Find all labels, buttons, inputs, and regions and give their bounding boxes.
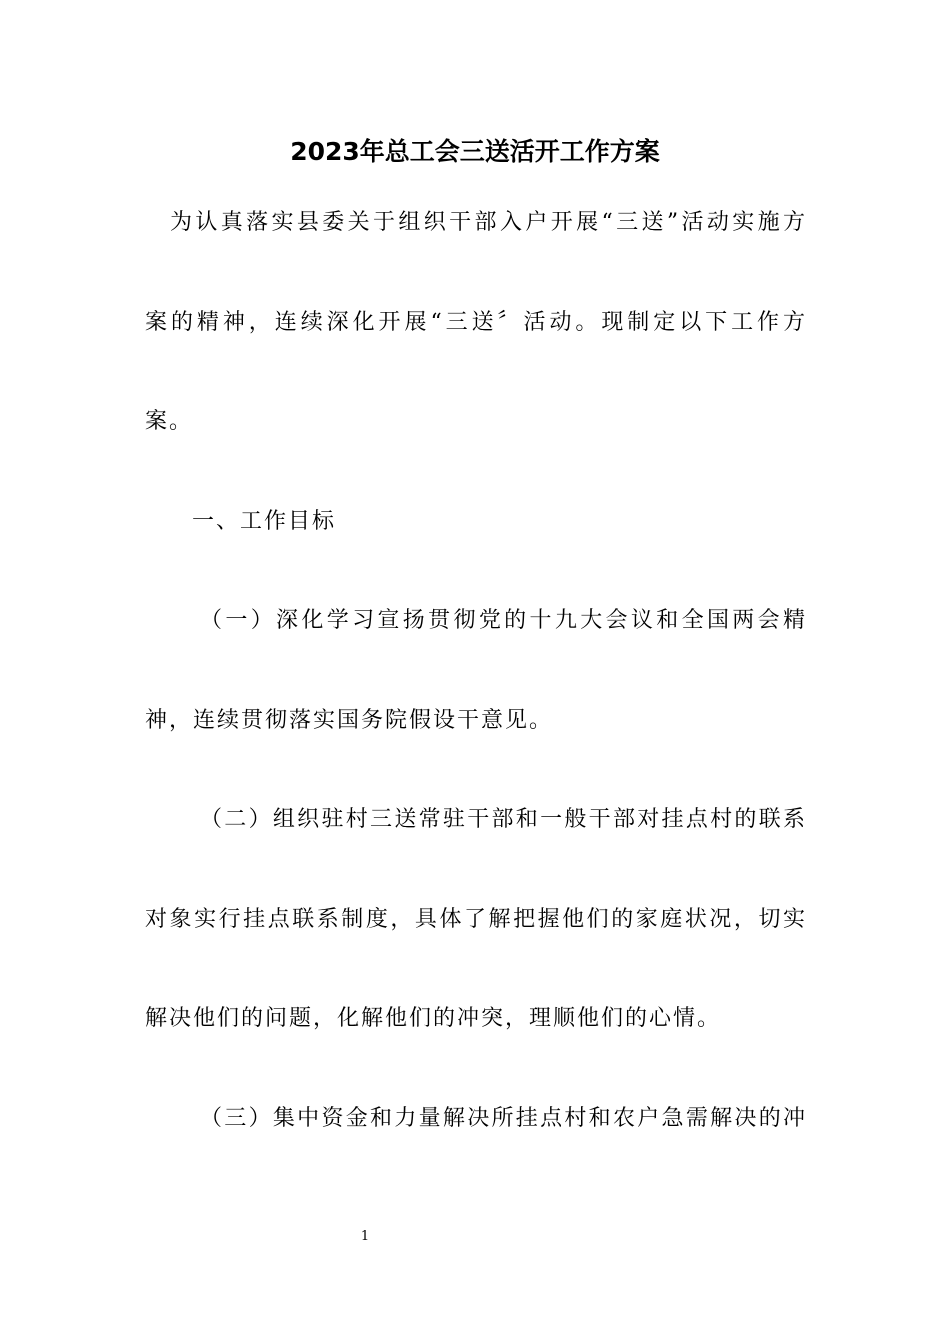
paragraph-line: 对象实行挂点联系制度，具体了解把握他们的家庭状况，切实 (145, 907, 805, 932)
section-heading: 一、工作目标 (192, 509, 337, 534)
paragraph-line: 解决他们的问题，化解他们的冲突，理顺他们的心情。 (145, 1006, 722, 1031)
paragraph-line: 案的精神，连续深化开展“三送〞活动。现制定以下工作方 (145, 310, 805, 335)
paragraph-line: （二）组织驻村三送常驻干部和一般干部对挂点村的联系 (200, 807, 805, 832)
paragraph-line: （一）深化学习宣扬贯彻党的十九大会议和全国两会精 (200, 608, 805, 633)
page-number: 1 (360, 1229, 370, 1244)
paragraph-line: 案。 (145, 409, 194, 434)
paragraph-line: 为认真落实县委关于组织干部入户开展“三送”活动实施方 (170, 210, 805, 235)
document-title: 2023年总工会三送活开工作方案 (290, 137, 660, 166)
paragraph-line: （三）集中资金和力量解决所挂点村和农户急需解决的冲 (200, 1106, 805, 1131)
paragraph-line: 神，连续贯彻落实国务院假设干意见。 (145, 708, 554, 733)
